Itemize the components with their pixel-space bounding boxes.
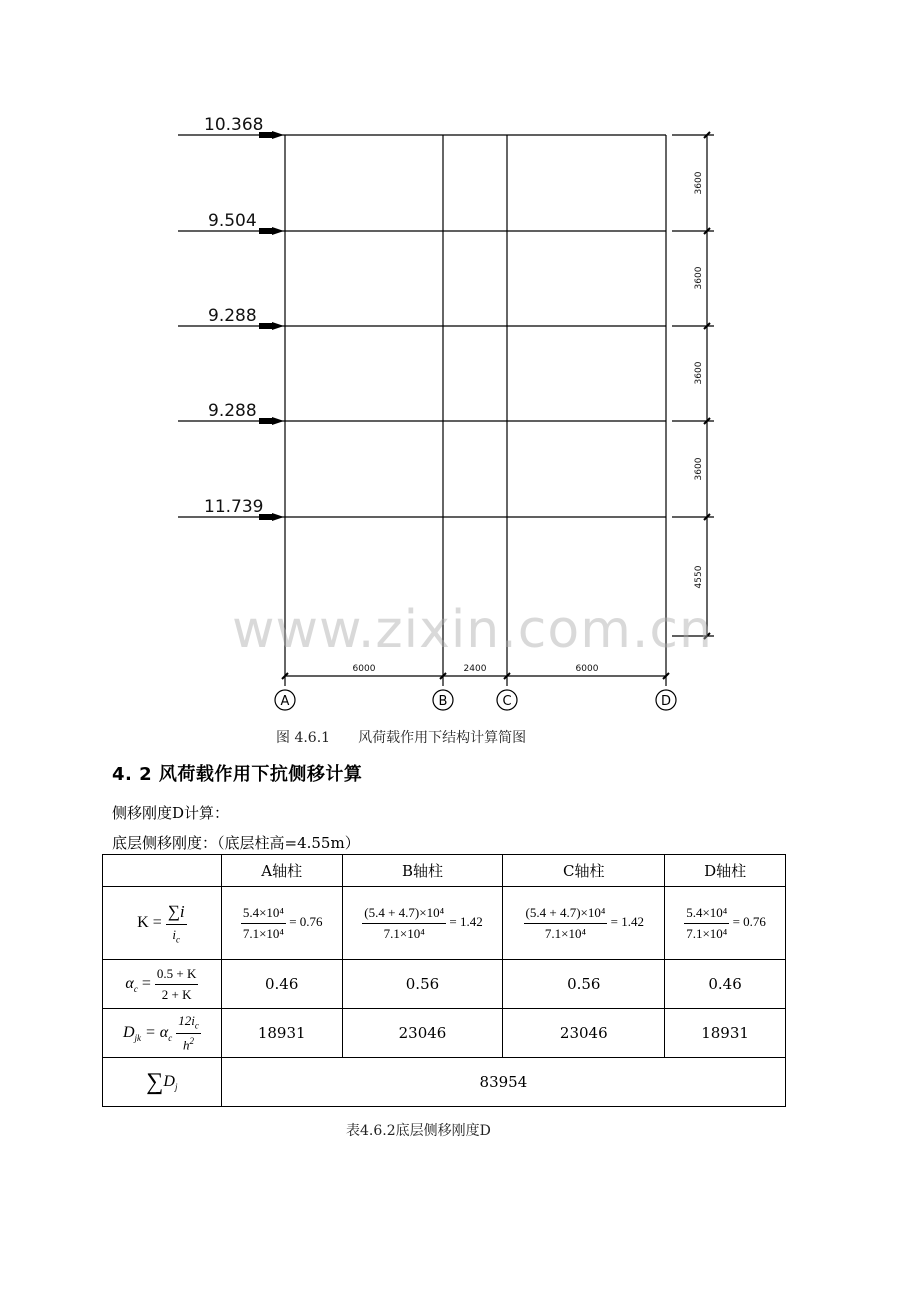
k-cell-a: $\frac{\text{5.4×10⁴}}{\text{7.1×10⁴}}$ = 0.76 xyxy=(221,887,342,960)
story-height-label: 3600 xyxy=(694,266,704,290)
story-height-label: 3600 xyxy=(694,457,704,481)
watermark: www.zixin.com.cn xyxy=(232,600,713,660)
load-label: 9.288 xyxy=(208,306,257,326)
story-height-label: 3600 xyxy=(694,171,704,195)
header-d: D轴柱 xyxy=(665,855,786,887)
d-cell-b: 23046 xyxy=(342,1009,503,1058)
header-empty-cell xyxy=(103,855,222,887)
axis-label-a: A xyxy=(280,694,290,709)
header-c: C轴柱 xyxy=(503,855,665,887)
alpha-cell-c: 0.56 xyxy=(503,960,665,1009)
k-cell-c: $\frac{\text{(5.4 + 4.7)×10⁴}}{\text{7.1×10⁴}}$ = 1.42 xyxy=(503,887,665,960)
stiffness-table xyxy=(102,854,786,1107)
axis-label-b: B xyxy=(438,694,448,709)
span-label: 2400 xyxy=(463,664,487,674)
span-label: 6000 xyxy=(352,664,376,674)
sum-value-cell: 83954 xyxy=(221,1058,785,1107)
body-line-2: 底层侧移刚度：（底层柱高=4.55m） xyxy=(112,834,360,852)
sum-formula-cell: $\sum D_j$ xyxy=(103,1058,222,1107)
load-label: 9.288 xyxy=(208,401,257,421)
d-cell-a: 18931 xyxy=(221,1009,342,1058)
alpha-cell-b: 0.56 xyxy=(342,960,503,1009)
axis-label-d: D xyxy=(660,694,672,709)
d-formula-cell: $D_{jk} = \alpha_c$ $\frac{12i_c}{h^2}$ xyxy=(103,1009,222,1058)
d-cell-d: 18931 xyxy=(665,1009,786,1058)
k-cell-b: $\frac{\text{(5.4 + 4.7)×10⁴}}{\text{7.1×10⁴}}$ = 1.42 xyxy=(342,887,503,960)
axis-label-c: C xyxy=(502,694,512,709)
k-formula-cell: K = $\frac{\sum i}{i_c}$ xyxy=(103,887,222,960)
alpha-formula-cell: $\alpha_c$ = $\frac{0.5 + K}{2 + K}$ xyxy=(103,960,222,1009)
header-a: A轴柱 xyxy=(221,855,342,887)
load-arrow xyxy=(259,417,284,425)
section-title: 4. 2 风荷载作用下抗侧移计算 xyxy=(112,764,363,785)
d-cell-c: 23046 xyxy=(503,1009,665,1058)
load-label: 11.739 xyxy=(204,497,264,517)
figure-caption: 图 4.6.1 风荷载作用下结构计算简图 xyxy=(276,730,527,746)
span-label: 6000 xyxy=(575,664,599,674)
k-cell-d: $\frac{\text{5.4×10⁴}}{\text{7.1×10⁴}}$ = 0.76 xyxy=(665,887,786,960)
load-arrow xyxy=(259,227,284,235)
table-caption: 表4.6.2底层侧移刚度D xyxy=(346,1123,491,1139)
alpha-cell-a: 0.46 xyxy=(221,960,342,1009)
story-height-label: 4550 xyxy=(694,565,704,589)
load-arrow xyxy=(259,322,284,330)
alpha-cell-d: 0.46 xyxy=(665,960,786,1009)
header-b: B轴柱 xyxy=(342,855,503,887)
load-label: 9.504 xyxy=(208,211,257,231)
body-line-1: 侧移刚度D计算： xyxy=(112,804,230,822)
load-label: 10.368 xyxy=(204,115,264,135)
story-height-label: 3600 xyxy=(694,361,704,385)
